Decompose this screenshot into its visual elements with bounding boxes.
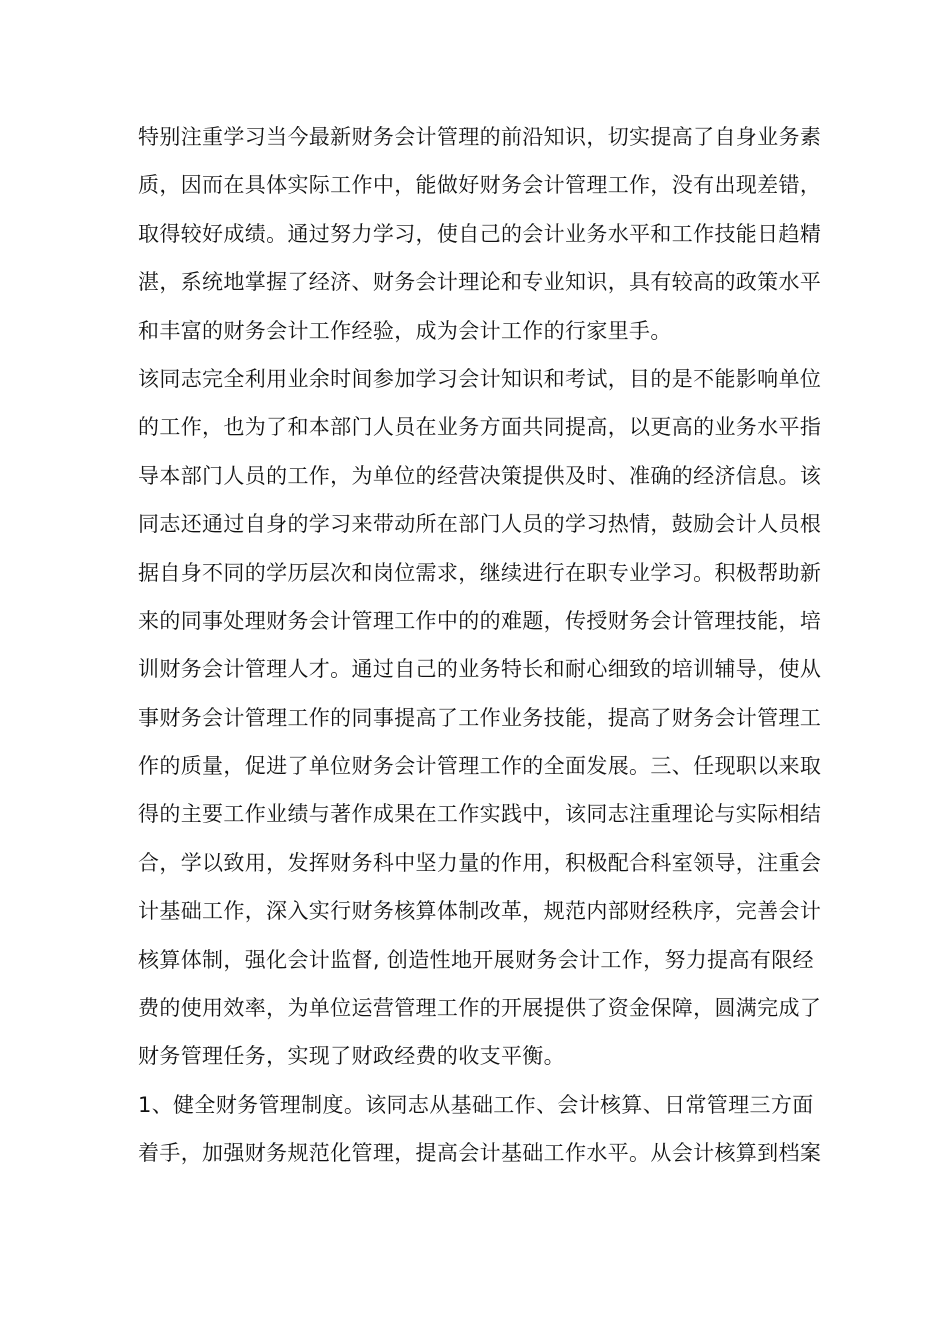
text-line: 着手，加强财务规范化管理，提高会计基础工作水平。从会计核算到档案: [138, 1141, 822, 1166]
text-line: 得的主要工作业绩与著作成果在工作实践中，该同志注重理论与实际相结: [138, 802, 822, 827]
text-line: 取得较好成绩。通过努力学习，使自己的会计业务水平和工作技能日趋精: [138, 221, 822, 246]
text-line: 作的质量，促进了单位财务会计管理工作的全面发展。三、任现职以来取: [138, 754, 822, 779]
paragraph: [138, 1086, 822, 1183]
text-line: 核算体制，强化会计监督, 创造性地开展财务会计工作，努力提高有限经: [138, 947, 814, 972]
text-line: 和丰富的财务会计工作经验，成为会计工作的行家里手。: [138, 318, 672, 343]
text-line: 合，学以致用，发挥财务科中坚力量的作用，积极配合科室领导，注重会: [138, 850, 822, 875]
text-line: 费的使用效率，为单位运营管理工作的开展提供了资金保障，圆满完成了: [138, 996, 822, 1021]
document-body: [138, 118, 822, 1183]
text-line: 导本部门人员的工作，为单位的经营决策提供及时、准确的经济信息。该: [138, 463, 822, 488]
text-line: 湛，系统地掌握了经济、财务会计理论和专业知识，具有较高的政策水平: [138, 270, 822, 295]
paragraph: [138, 118, 822, 360]
text-line: 来的同事处理财务会计管理工作中的的难题，传授财务会计管理技能，培: [138, 608, 822, 633]
text-line: 该同志完全利用业余时间参加学习会计知识和考试，目的是不能影响单位: [138, 366, 822, 391]
text-line: 的工作，也为了和本部门人员在业务方面共同提高，以更高的业务水平指: [138, 415, 822, 440]
text-line: 质，因而在具体实际工作中，能做好财务会计管理工作，没有出现差错，: [138, 173, 822, 198]
text-line: 训财务会计管理人才。通过自己的业务特长和耐心细致的培训辅导，使从: [138, 657, 822, 682]
text-line: 事财务会计管理工作的同事提高了工作业务技能，提高了财务会计管理工: [138, 705, 822, 730]
text-line: 据自身不同的学历层次和岗位需求，继续进行在职专业学习。积极帮助新: [138, 560, 822, 585]
text-line: 财务管理任务，实现了财政经费的收支平衡。: [138, 1044, 565, 1069]
text-line: 计基础工作，深入实行财务核算体制改革，规范内部财经秩序，完善会计: [138, 899, 822, 924]
text-line: 1、健全财务管理制度。该同志从基础工作、会计核算、日常管理三方面: [138, 1092, 814, 1117]
paragraph: [138, 360, 822, 1086]
text-line: 特别注重学习当今最新财务会计管理的前沿知识，切实提高了自身业务素: [138, 125, 822, 149]
text-line: 同志还通过自身的学习来带动所在部门人员的学习热情，鼓励会计人员根: [138, 512, 822, 537]
